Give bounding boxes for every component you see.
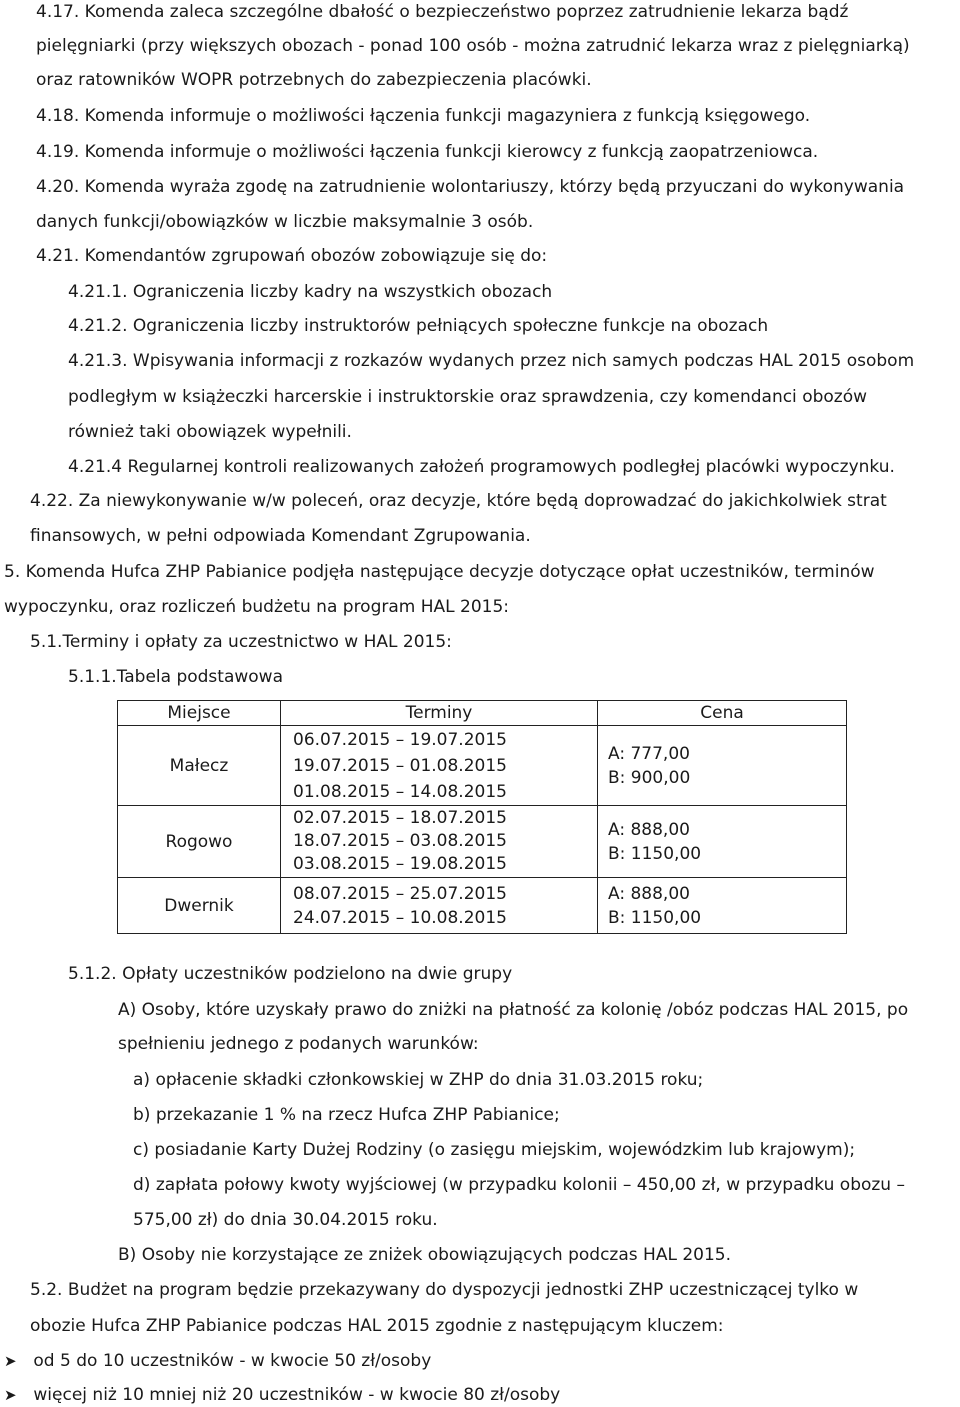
date-range: 02.07.2015 – 18.07.2015 [293, 808, 507, 828]
text-line: B) Osoby nie korzystające ze zniżek obowiązujących podczas HAL 2015. [118, 1245, 731, 1265]
bullet-item [4, 1349, 431, 1373]
bullet-item [4, 1383, 560, 1407]
text-line: finansowych, w pełni odpowiada Komendant Zgrupowania. [30, 526, 531, 546]
text-line: 4.22. Za niewykonywanie w/w poleceń, oraz decyzje, które będą doprowadzać do jakichkolwiek strat [30, 491, 887, 511]
table-header-row [118, 701, 847, 726]
text-line: oraz ratowników WOPR potrzebnych do zabezpieczenia placówki. [36, 70, 592, 90]
table-row [118, 878, 847, 934]
text-line: 5.1.Terminy i opłaty za uczestnictwo w HAL 2015: [30, 632, 452, 652]
date-range: 01.08.2015 – 14.08.2015 [293, 781, 507, 802]
price-a: A: 777,00 [608, 743, 690, 764]
price-cell [598, 806, 847, 878]
place-cell: Małecz [118, 726, 281, 806]
date-range: 19.07.2015 – 01.08.2015 [293, 755, 507, 776]
text-line: 4.18. Komenda informuje o możliwości łączenia funkcji magazyniera z funkcją księgowego. [36, 106, 811, 126]
text-line: 5. Komenda Hufca ZHP Pabianice podjęła następujące decyzje dotyczące opłat uczestników, terminów [4, 562, 875, 582]
text-line: obozie Hufca ZHP Pabianice podczas HAL 2015 zgodnie z następującym kluczem: [30, 1316, 724, 1336]
text-line: 4.19. Komenda informuje o możliwości łączenia funkcji kierowcy z funkcją zaopatrzeniowca. [36, 142, 819, 162]
text-line: 4.20. Komenda wyraża zgodę na zatrudnienie wolontariuszy, którzy będą przyuczani do wykonywania [36, 177, 905, 197]
text-line: a) opłacenie składki członkowskiej w ZHP do dnia 31.03.2015 roku; [133, 1070, 704, 1090]
price-cell [598, 878, 847, 934]
text-line: c) posiadanie Karty Dużej Rodziny (o zasięgu miejskim, wojewódzkim lub krajowym); [133, 1140, 856, 1160]
date-range: 06.07.2015 – 19.07.2015 [293, 729, 507, 750]
header-dates: Terminy [281, 701, 598, 726]
price-b: B: 1150,00 [608, 843, 702, 864]
price-a: A: 888,00 [608, 883, 690, 904]
date-range: 18.07.2015 – 03.08.2015 [293, 831, 507, 851]
price-cell [598, 726, 847, 806]
text-line: 5.1.2. Opłaty uczestników podzielono na dwie grupy [68, 964, 513, 984]
text-line: A) Osoby, które uzyskały prawo do zniżki na płatność za kolonię /obóz podczas HAL 2015, po [118, 1000, 909, 1020]
date-range: 03.08.2015 – 19.08.2015 [293, 854, 507, 874]
bullet-text: od 5 do 10 uczestników - w kwocie 50 zł/osoby [33, 1351, 432, 1371]
place-cell: Dwernik [118, 878, 281, 934]
text-line: wypoczynku, oraz rozliczeń budżetu na program HAL 2015: [4, 597, 510, 617]
date-range: 24.07.2015 – 10.08.2015 [293, 907, 507, 928]
text-line: d) zapłata połowy kwoty wyjściowej (w przypadku kolonii – 450,00 zł, w przypadku obozu – [133, 1175, 905, 1195]
text-line: pielęgniarki (przy większych obozach - ponad 100 osób - można zatrudnić lekarza wraz z pielęgniarką) [36, 36, 910, 56]
text-line: 4.21. Komendantów zgrupowań obozów zobowiązuje się do: [36, 246, 548, 266]
text-line: 575,00 zł) do dnia 30.04.2015 roku. [133, 1210, 438, 1230]
text-line: 4.21.3. Wpisywania informacji z rozkazów wydanych przez nich samych podczas HAL 2015 osobom [68, 351, 915, 371]
text-line: danych funkcji/obowiązków w liczbie maksymalnie 3 osób. [36, 212, 534, 232]
text-line: 5.1.1.Tabela podstawowa [68, 667, 283, 687]
price-a: A: 888,00 [608, 819, 690, 840]
table-row [118, 806, 847, 878]
text-line: 4.17. Komenda zaleca szczególne dbałość o bezpieczeństwo poprzez zatrudnienie lekarza bądź [36, 2, 849, 22]
text-line: podległym w książeczki harcerskie i instruktorskie oraz sprawdzenia, czy komendanci obozów [68, 387, 868, 407]
text-line: również taki obowiązek wypełnili. [68, 422, 352, 442]
dates-cell [281, 726, 598, 806]
price-b: B: 900,00 [608, 767, 691, 788]
text-line: spełnieniu jednego z podanych warunków: [118, 1034, 479, 1054]
text-line: 4.21.1. Ograniczenia liczby kadry na wszystkich obozach [68, 282, 553, 302]
price-table [117, 700, 847, 934]
text-line: b) przekazanie 1 % na rzecz Hufca ZHP Pabianice; [133, 1105, 560, 1125]
arrow-bullet-icon: ➤ [4, 1352, 17, 1370]
arrow-bullet-icon: ➤ [4, 1386, 17, 1404]
dates-cell [281, 806, 598, 878]
bullet-text: więcej niż 10 mniej niż 20 uczestników - w kwocie 80 zł/osoby [33, 1385, 561, 1405]
text-line: 4.21.4 Regularnej kontroli realizowanych założeń programowych podległej placówki wypoczynku. [68, 457, 895, 477]
text-line: 5.2. Budżet na program będzie przekazywany do dyspozycji jednostki ZHP uczestniczącej tylko w [30, 1280, 859, 1300]
price-b: B: 1150,00 [608, 907, 702, 928]
place-cell: Rogowo [118, 806, 281, 878]
header-place: Miejsce [118, 701, 281, 726]
table-row [118, 726, 847, 806]
dates-cell [281, 878, 598, 934]
text-line: 4.21.2. Ograniczenia liczby instruktorów pełniących społeczne funkcje na obozach [68, 316, 769, 336]
date-range: 08.07.2015 – 25.07.2015 [293, 883, 507, 904]
header-price: Cena [598, 701, 847, 726]
